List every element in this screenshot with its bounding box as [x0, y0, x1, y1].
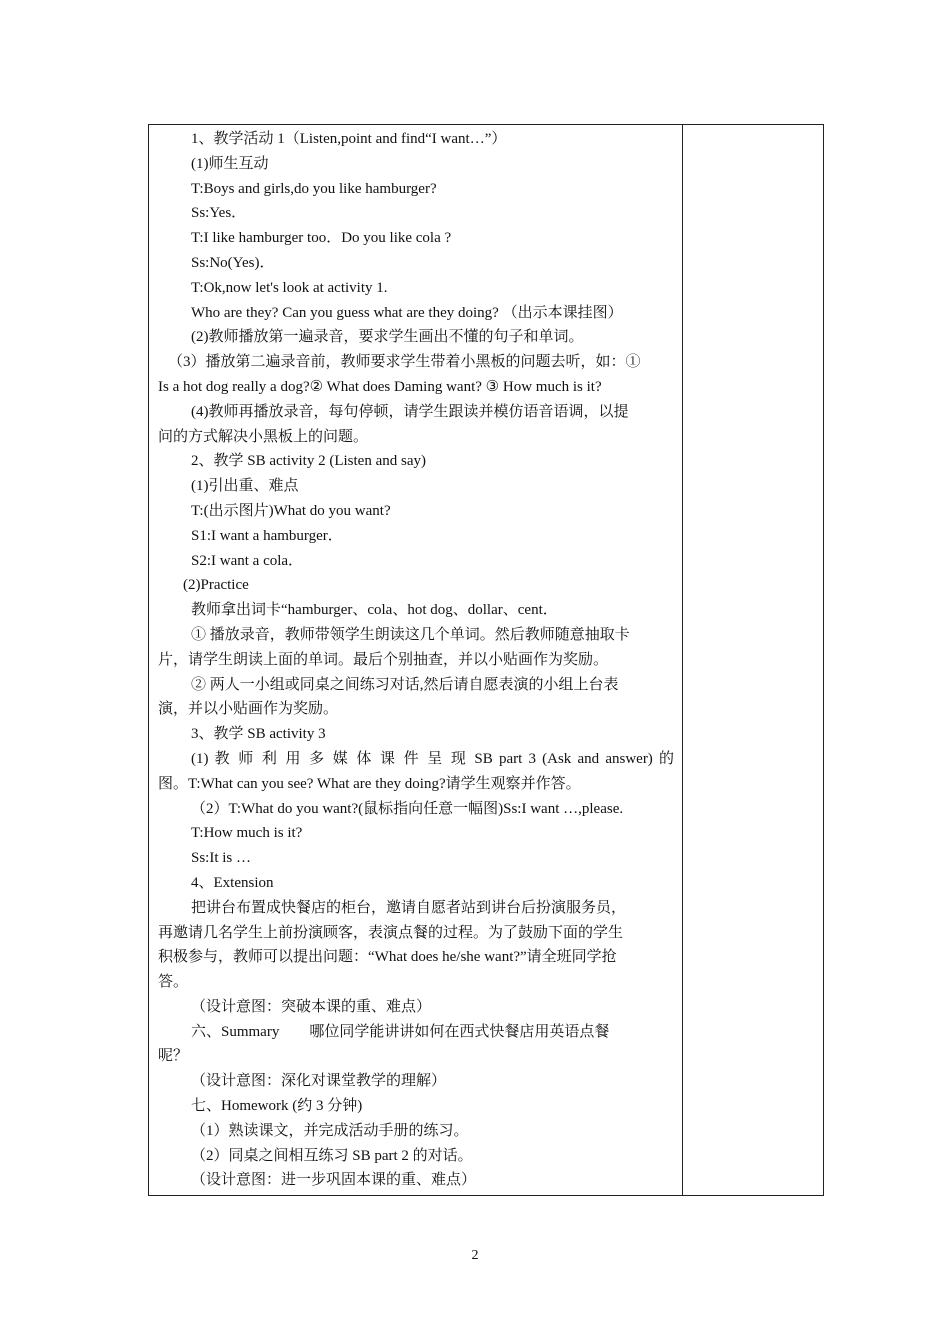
text-line: (2)教师播放第一遍录音，要求学生画出不懂的句子和单词。 — [191, 329, 584, 346]
text-line: T:I like hamburger too．Do you like cola ? — [191, 230, 452, 247]
text-line: 2、教学 SB activity 2 (Listen and say) — [191, 453, 426, 470]
text-line: S2:I want a cola． — [191, 552, 304, 569]
text-line: （1）熟读课文，并完成活动手册的练习。 — [191, 1122, 469, 1139]
text-line: S1:I want a hamburger． — [191, 527, 343, 544]
text-line: 六、Summary 哪位同学能讲讲如何在西式快餐店用英语点餐 — [191, 1023, 610, 1040]
text-line: (1)引出重、难点 — [191, 478, 299, 495]
text-line: T:Boys and girls,do you like hamburger? — [191, 180, 437, 197]
text-line: 答。 — [158, 974, 189, 991]
lesson-plan-table — [148, 124, 824, 1196]
text-line: （设计意图：突破本课的重、难点） — [191, 998, 432, 1015]
text-line: 3、教学 SB activity 3 — [191, 726, 326, 743]
text-line: 把讲台布置成快餐店的柜台，邀请自愿者站到讲台后扮演服务员， — [191, 899, 627, 916]
text-line: (4)教师再播放录音，每句停顿，请学生跟读并模仿语音语调，以提 — [191, 403, 629, 420]
text-line: (2)Practice — [183, 577, 249, 594]
text-line: 积极参与，教师可以提出问题：“What does he/she want?”请全班同学抢 — [158, 949, 617, 966]
text-line: 1、教学活动 1（Listen,point and find“I want…”） — [191, 131, 507, 147]
text-line: T:How much is it? — [191, 825, 303, 842]
text-line: ② 两人一小组或同桌之间练习对话,然后请自愿表演的小组上台表 — [191, 676, 619, 693]
text-line: 4、Extension — [191, 874, 274, 891]
text-line: Ss:It is … — [191, 850, 252, 867]
text-line: (1) 教 师 利 用 多 媒 体 课 件 呈 现 SB part 3 (Ask and answer) 的 — [191, 750, 674, 767]
text-line: Ss:No(Yes)． — [191, 254, 275, 271]
text-line: T:Ok,now let's look at activity 1. — [191, 279, 388, 296]
text-line: （2）T:What do you want?(鼠标指向任意一幅图)Ss:I want …,please. — [191, 800, 624, 817]
text-line: （2）同桌之间相互练习 SB part 2 的对话。 — [191, 1147, 473, 1164]
text-line: 再邀请几名学生上前扮演顾客，表演点餐的过程。为了鼓励下面的学生 — [158, 924, 624, 941]
text-line: （设计意图：进一步巩固本课的重、难点） — [191, 1172, 477, 1189]
text-line: 图。T:What can you see? What are they doing?请学生观察并作答。 — [158, 775, 581, 792]
text-line: Ss:Yes． — [191, 205, 247, 222]
text-line: Is a hot dog really a dog?② What does Daming want? ③ How much is it? — [158, 378, 602, 395]
text-line: 问的方式解决小黑板上的问题。 — [158, 428, 369, 445]
text-line: 片，请学生朗读上面的单词。最后个别抽查，并以小贴画作为奖励。 — [158, 651, 609, 668]
text-line: ① 播放录音，教师带领学生朗读这几个单词。然后教师随意抽取卡 — [191, 626, 630, 643]
text-line: Who are they? Can you guess what are they doing? （出示本课挂图） — [191, 304, 623, 321]
text-line: 教师拿出词卡“hamburger、cola、hot dog、dollar、cent． — [191, 602, 558, 619]
text-line: 演，并以小贴画作为奖励。 — [158, 701, 339, 718]
page-number: 2 — [471, 1248, 479, 1263]
text-line: 呢？ — [158, 1048, 189, 1065]
text-line: T:(出示图片)What do you want? — [191, 502, 391, 519]
text-line: （3）播放第二遍录音前，教师要求学生带着小黑板的问题去听，如：① — [168, 354, 641, 371]
text-line: （设计意图：深化对课堂教学的理解） — [191, 1073, 447, 1090]
text-line: 七、Homework (约 3 分钟) — [191, 1098, 363, 1115]
notes-cell — [683, 125, 823, 1195]
text-line: (1)师生互动 — [191, 155, 269, 172]
lesson-content-cell — [149, 125, 682, 1195]
